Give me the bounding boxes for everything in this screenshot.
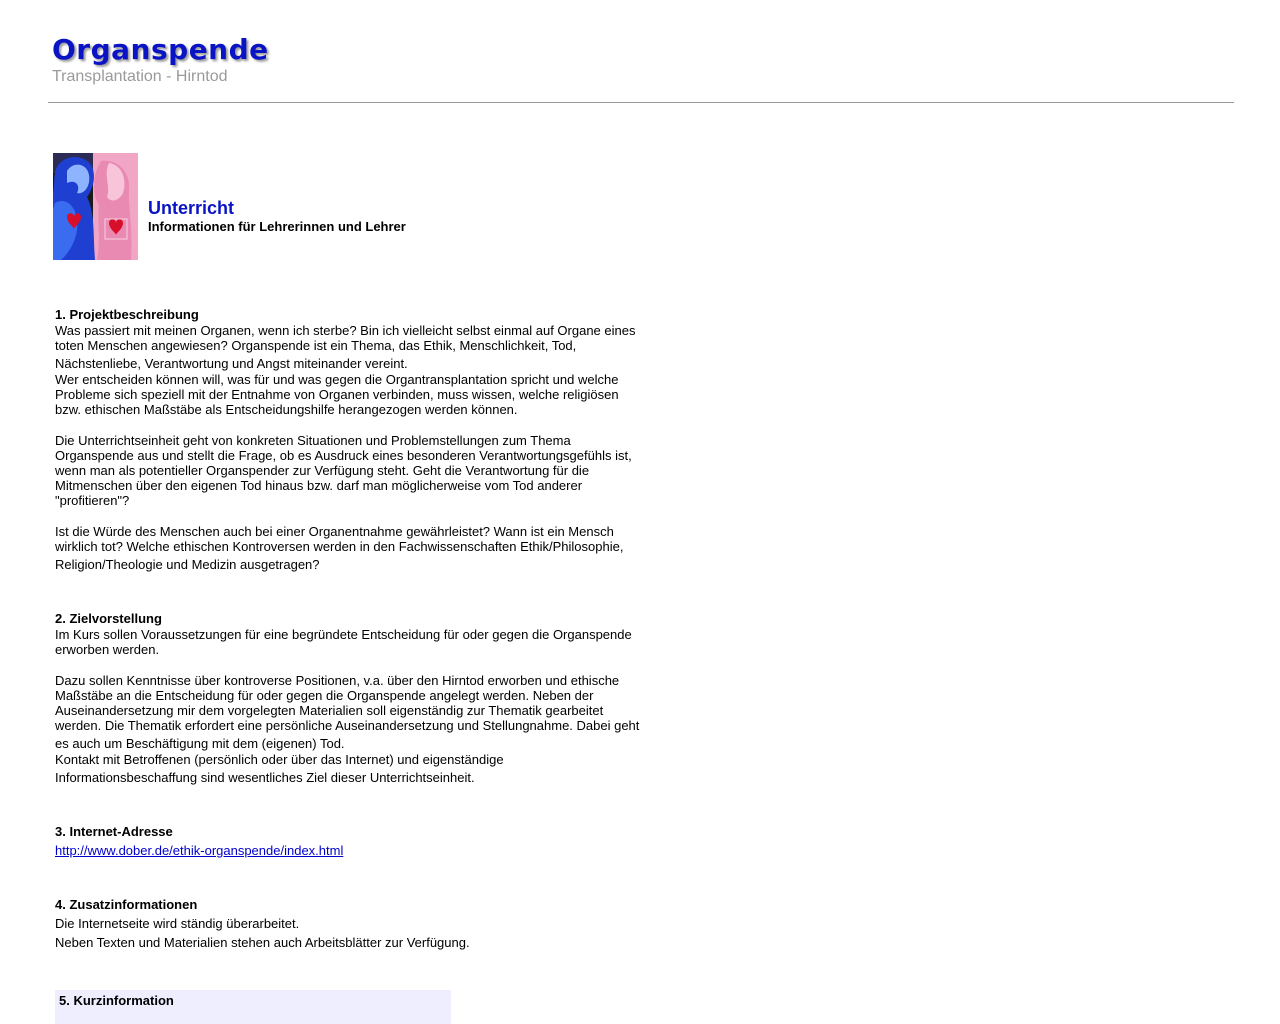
paragraph-line: Probleme sich speziell mit der Entnahme von Organen verbinden, muss wissen, welche religiösen: [55, 387, 619, 402]
short-info-box: [55, 990, 451, 1024]
paragraph-line: wirklich tot? Welche ethischen Kontroversen werden in den Fachwissenschaften Ethik/Philosophie,: [55, 539, 624, 554]
paragraph-line: Mitmenschen über den eigenen Tod hinaus bzw. darf man möglicherweise vom Tod anderer: [55, 478, 583, 493]
paragraph-line: Im Kurs sollen Voraussetzungen für eine begründete Entscheidung für oder gegen die Organspende: [55, 627, 632, 642]
short-info-heading: 5. Kurzinformation: [59, 993, 174, 1008]
paragraph-line: werden. Die Thematik erfordert eine persönliche Auseinandersetzung und Stellungnahme. Dabei geht: [55, 718, 640, 733]
paragraph-line: Nächstenliebe, Verantwortung und Angst miteinander vereint.: [55, 356, 408, 371]
website-link[interactable]: http://www.dober.de/ethik-organspende/index.html: [55, 843, 344, 858]
paragraph-line: wenn man als potentieller Organspender zur Verfügung steht. Geht die Verantwortung für die: [55, 463, 590, 478]
project-description-heading: 1. Projektbeschreibung: [55, 307, 199, 322]
paragraph-line: Wer entscheiden können will, was für und was gegen die Organtransplantation spricht und welche: [55, 372, 619, 387]
paragraph-line: es auch um Beschäftigung mit dem (eigenen) Tod.: [55, 736, 345, 751]
organ-donation-illustration: [53, 153, 138, 260]
paragraph-line: Ist die Würde des Menschen auch bei einer Organentnahme gewährleistet? Wann ist ein Mensch: [55, 524, 614, 539]
additional-info-section: [55, 897, 645, 950]
paragraph-line: Maßstäbe an die Entscheidung für oder gegen die Organspende angelegt werden. Neben der: [55, 688, 594, 703]
internet-address-section: [55, 824, 645, 858]
paragraph-line: Auseinandersetzung mir dem vorgelegten Materialien soll eigenständig zur Thematik gearbeitet: [55, 703, 604, 718]
site-subtitle: Transplantation - Hirntod: [52, 68, 228, 85]
paragraph-line: Kontakt mit Betroffenen (persönlich oder über das Internet) und eigenständige: [55, 752, 504, 767]
paragraph-line: bzw. ethischen Maßstäbe als Entscheidungshilfe herangezogen werden können.: [55, 402, 518, 417]
internet-address-heading: 3. Internet-Adresse: [55, 824, 173, 839]
paragraph-line: erworben werden.: [55, 642, 160, 657]
site-title: Organspende: [52, 33, 269, 66]
section-heading: Unterricht: [148, 198, 235, 218]
paragraph-line: "profitieren"?: [55, 493, 130, 508]
paragraph-line: Religion/Theologie und Medizin ausgetragen?: [55, 557, 320, 572]
paragraph-line: Dazu sollen Kenntnisse über kontroverse Positionen, v.a. über den Hirntod erworben und ethische: [55, 673, 620, 688]
paragraph-line: Die Unterrichtseinheit geht von konkreten Situationen und Problemstellungen zum Thema: [55, 433, 571, 448]
goals-section: [55, 611, 645, 785]
section-subheading: Informationen für Lehrerinnen und Lehrer: [148, 219, 406, 234]
paragraph-line: toten Menschen angewiesen? Organspende ist ein Thema, das Ethik, Menschlichkeit, Tod,: [55, 338, 577, 353]
project-description-section: [55, 307, 645, 572]
paragraph-line: Was passiert mit meinen Organen, wenn ich sterbe? Bin ich vielleicht selbst einmal auf Organe eines: [55, 323, 636, 338]
paragraph-line: Informationsbeschaffung sind wesentliches Ziel dieser Unterrichtseinheit.: [55, 770, 475, 785]
paragraph-line: Die Internetseite wird ständig überarbeitet.: [55, 916, 300, 931]
goals-heading: 2. Zielvorstellung: [55, 611, 162, 626]
paragraph-line: Neben Texten und Materialien stehen auch Arbeitsblätter zur Verfügung.: [55, 935, 470, 950]
header-divider: [48, 102, 1234, 103]
additional-info-heading: 4. Zusatzinformationen: [55, 897, 198, 912]
paragraph-line: Organspende aus und stellt die Frage, ob es Ausdruck eines besonderen Verantwortungsgefühls ist,: [55, 448, 632, 463]
